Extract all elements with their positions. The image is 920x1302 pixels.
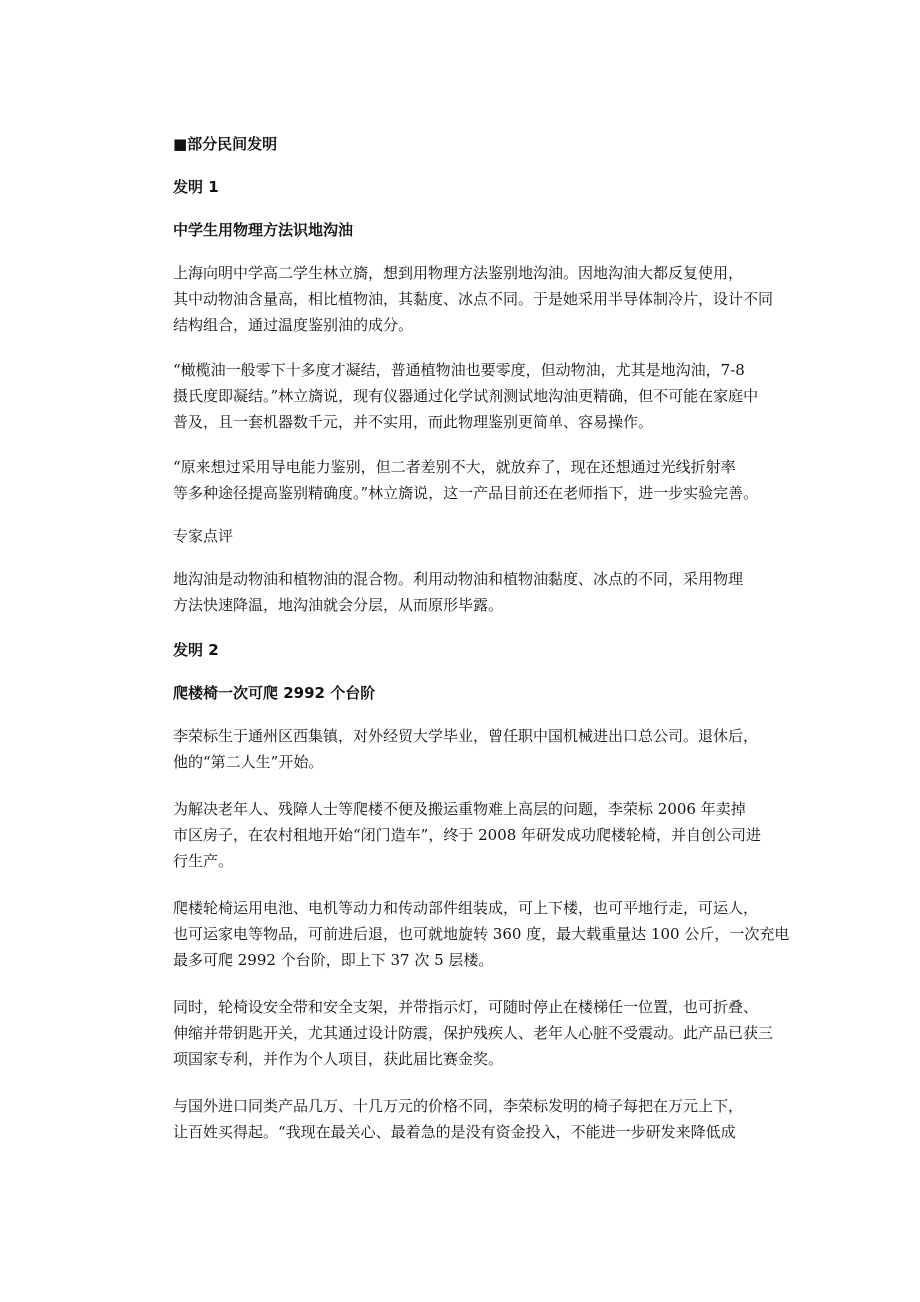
paragraph-line: 行生产。 — [173, 852, 234, 870]
invention-2-paragraph-2 — [173, 796, 781, 874]
paragraph-line: “原来想过采用导电能力鉴别，但二者差别不大，就放弃了，现在还想通过光线折射率 — [173, 458, 736, 476]
invention-2-paragraph-1 — [173, 723, 781, 775]
paragraph-line: 让百姓买得起。“我现在最关心、最着急的是没有资金投入，不能进一步研发来降低成 — [173, 1123, 736, 1141]
paragraph-line: 李荣标生于通州区西集镇，对外经贸大学毕业，曾任职中国机械进出口总公司。退休后， — [173, 727, 759, 745]
paragraph-line: 普及，且一套机器数千元，并不实用，而此物理鉴别更简单、容易操作。 — [173, 413, 654, 431]
paragraph-line: 其中动物油含量高，相比植物油，其黏度、冰点不同。于是她采用半导体制冷片，设计不同 — [173, 290, 774, 308]
invention-1-title: 中学生用物理方法识地沟油 — [173, 221, 354, 239]
document-page — [173, 131, 790, 1145]
invention-1-label: 发明 1 — [173, 178, 219, 196]
invention-2-paragraph-4 — [173, 994, 781, 1072]
invention-1-paragraph-4 — [173, 566, 781, 618]
invention-1-paragraph-2 — [173, 357, 781, 435]
paragraph-line: 伸缩并带钥匙开关，尤其通过设计防震，保护残疾人、老年人心脏不受震动。此产品已获三 — [173, 1024, 774, 1042]
paragraph-line: 地沟油是动物油和植物油的混合物。利用动物油和植物油黏度、冰点的不同，采用物理 — [173, 570, 744, 588]
paragraph-line: 项国家专利，并作为个人项目，获此届比赛金奖。 — [173, 1050, 504, 1068]
paragraph-line: 爬楼轮椅运用电池、电机等动力和传动部件组装成，可上下楼，也可平地行走，可运人， — [173, 899, 759, 917]
paragraph-line: 方法快速降温，地沟油就会分层，从而原形毕露。 — [173, 596, 504, 614]
paragraph-line: 等多种途径提高鉴别精确度。”林立旖说，这一产品目前还在老师指下，进一步实验完善。 — [173, 484, 759, 502]
paragraph-line: “橄榄油一般零下十多度才凝结，普通植物油也要零度，但动物油，尤其是地沟油，7-8 — [173, 361, 745, 379]
paragraph-line: 也可运家电等物品，可前进后退，也可就地旋转 360 度，最大载重量达 100 公斤，一次充电 — [173, 925, 790, 943]
invention-1-paragraph-3 — [173, 454, 781, 506]
paragraph-line: 同时，轮椅设安全带和安全支架，并带指示灯，可随时停止在楼梯任一位置，也可折叠、 — [173, 998, 759, 1016]
paragraph-line: 最多可爬 2992 个台阶，即上下 37 次 5 层楼。 — [173, 951, 494, 969]
section-title: ■部分民间发明 — [173, 135, 278, 153]
invention-2-label: 发明 2 — [173, 641, 219, 659]
paragraph-line: 市区房子，在农村租地开始“闭门造车”，终于 2008 年研发成功爬楼轮椅，并自创公司进 — [173, 826, 762, 844]
expert-review-label: 专家点评 — [173, 527, 234, 545]
invention-2-title: 爬楼椅一次可爬 2992 个台阶 — [173, 684, 376, 702]
paragraph-line: 摄氏度即凝结。”林立旖说，现有仪器通过化学试剂测试地沟油更精确，但不可能在家庭中 — [173, 387, 759, 405]
paragraph-line: 与国外进口同类产品几万、十几万元的价格不同，李荣标发明的椅子每把在万元上下， — [173, 1097, 744, 1115]
invention-1-paragraph-1 — [173, 260, 781, 338]
invention-2-paragraph-5 — [173, 1093, 781, 1145]
paragraph-line: 上海向明中学高二学生林立旖，想到用物理方法鉴别地沟油。因地沟油大都反复使用， — [173, 264, 744, 282]
paragraph-line: 结构组合，通过温度鉴别油的成分。 — [173, 316, 414, 334]
paragraph-line: 为解决老年人、残障人士等爬楼不便及搬运重物难上高层的问题，李荣标 2006 年卖掉 — [173, 800, 746, 818]
paragraph-line: 他的“第二人生”开始。 — [173, 753, 324, 771]
invention-2-paragraph-3 — [173, 895, 790, 973]
